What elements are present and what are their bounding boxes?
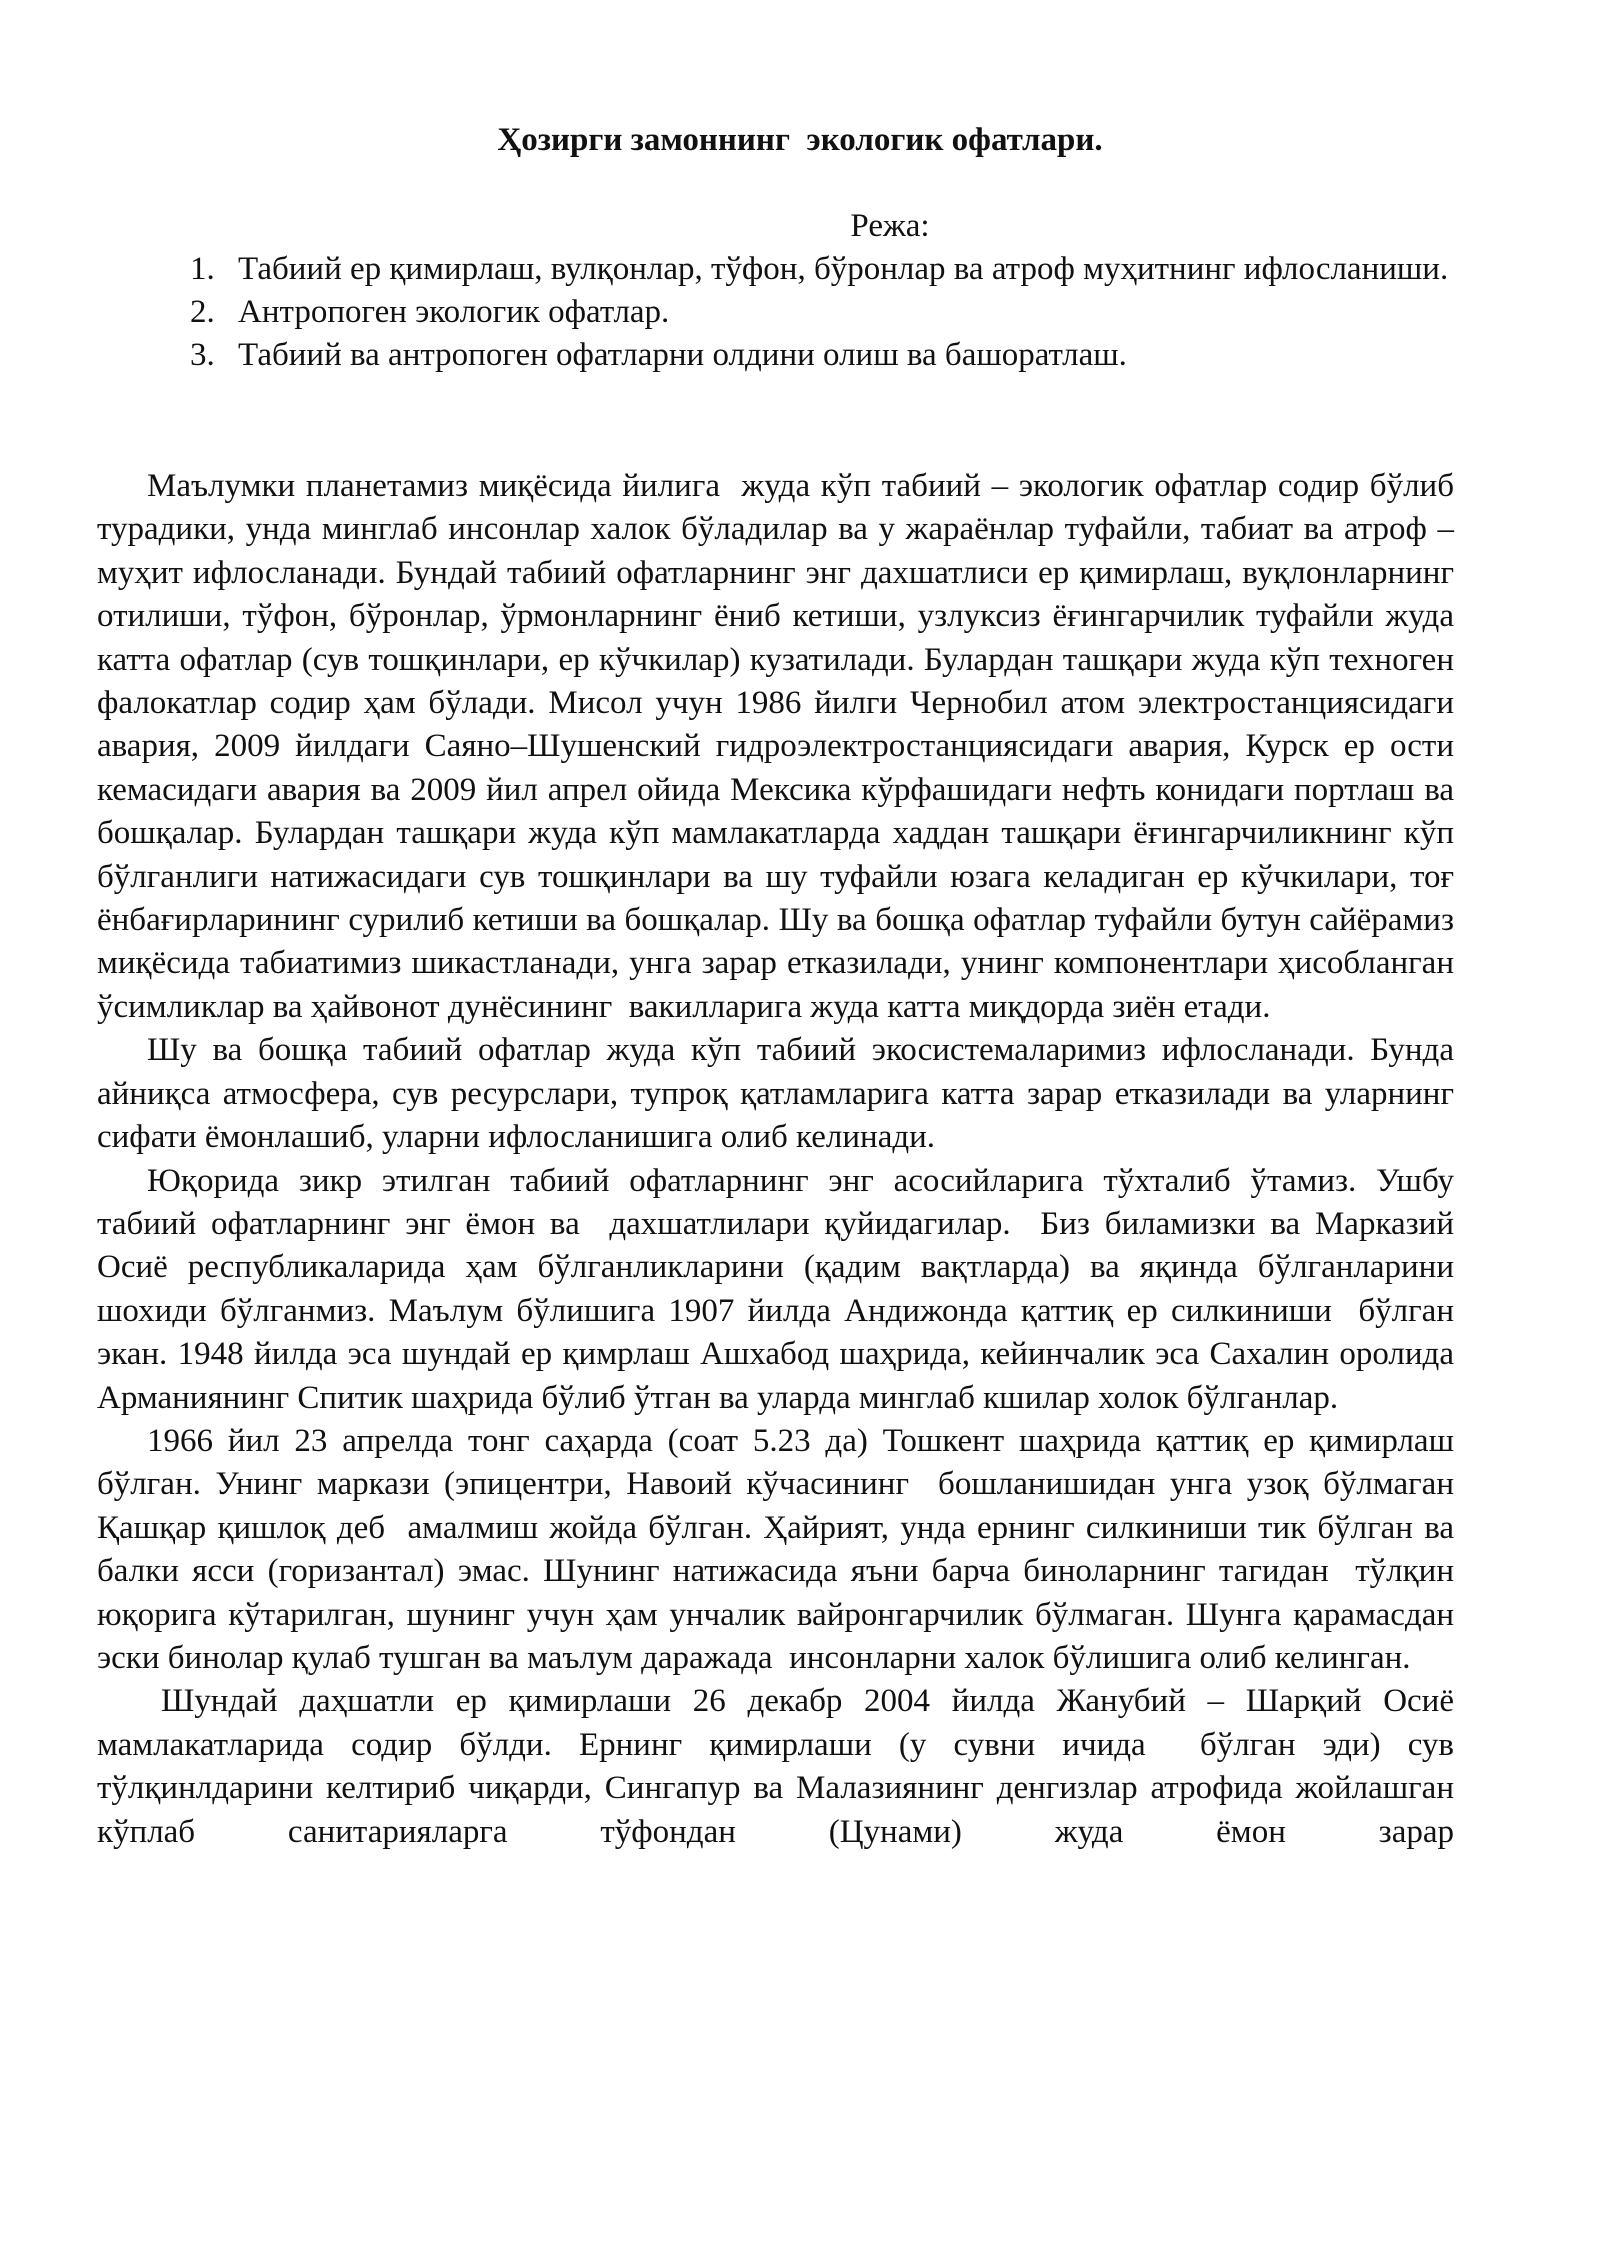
plan-item <box>190 291 1453 334</box>
paragraph: Юқорида зикр этилган табиий офатларнинг энг асосийларига тўхталиб ўтамиз. Ушбу табиий офатларнинг энг ёмон ва дахшатлилари қуйидагилар. Биз биламизки ва Марказий Осиё республикаларида ҳам бўлганликларини (қадим вақтларда) ва яқинда бўлганларини шохиди бўлганмиз. Маълум бўлишига 1907 йилда Андижонда қаттиқ ер силкиниши бўлган экан. 1948 йилда эса шундай ер қимрлаш Ашхабод шаҳрида, кейинчалик эса Сахалин оролида Арманиянинг Спитик шаҳрида бўлиб ўтган ва уларда минглаб кшилар холок бўлганлар. <box>97 1162 1463 1416</box>
plan-list <box>0 248 1600 377</box>
plan-item-text: Табиий ва антропоген офатларни олдини олиш ва башоратлаш. <box>238 337 1127 373</box>
body-text <box>97 465 1471 1854</box>
plan-item-text: Табиий ер қимирлаш, вулқонлар, тўфон, бўронлар ва атроф муҳитнинг ифлосланиши. <box>238 251 1449 287</box>
plan-heading: Режа: <box>850 208 930 244</box>
plan-item-number: 2. <box>190 294 215 330</box>
plan-item-text: Антропоген экологик офатлар. <box>238 294 670 330</box>
plan-item-number: 1. <box>190 251 215 287</box>
paragraph: 1966 йил 23 апрелда тонг саҳарда (соат 5.23 да) Тошкент шаҳрида қаттиқ ер қимирлаш бўлган. Унинг маркази (эпицентри, Навоий кўчасининг бошланишидан унга узоқ бўлмаган Қашқар қишлоқ деб амалмиш жойда бўлган. Ҳайрият, унда ернинг силкиниши тик бўлган ва балки ясси (горизантал) эмас. Шунинг натижасида яъни барча биноларнинг тагидан тўлқин юқорига кўтарилган, шунинг учун ҳам унчалик вайронгарчилик бўлмаган. Шунга қарамасдан эски бинолар қулаб тушган ва маълум даражада инсонларни халок бўлишига олиб келинган. <box>97 1422 1463 1676</box>
paragraph: Шу ва бошқа табиий офатлар жуда кўп табиий экосистемаларимиз ифлосланади. Бунда айниқса атмосфера, сув ресурслари, тупроқ қатламларига катта зарар етказилади ва уларнинг сифати ёмонлашиб, уларни ифлосланишига олиб келинади. <box>97 1032 1463 1156</box>
plan-item <box>190 248 1453 291</box>
paragraph: Шундай даҳшатли ер қимирлаши 26 декабр 2004 йилда Жанубий – Шарқий Осиё мамлакатларида содир бўлди. Ернинг қимирлаши (у сувни ичида бўлган эди) сув тўлқинлдарини келтириб чиқарди, Сингапур ва Малазиянинг денгизлар атрофида жойлашган кўплаб санитарияларга тўфондан (Цунами) жуда ёмон зарар <box>97 1683 1471 1850</box>
plan-item <box>190 334 1453 377</box>
page-title: Ҳозирги замоннинг экологик офатлари. <box>497 122 1103 158</box>
paragraph: Маълумки планетамиз миқёсида йилига жуда кўп табиий – экологик офатлар содир бўлиб турадики, унда минглаб инсонлар халок бўладилар ва у жараёнлар туфайли, табиат ва атроф – муҳит ифлосланади. Бундай табиий офатларнинг энг дахшатлиси ер қимирлаш, вуқлонларнинг отилиши, тўфон, бўронлар, ўрмонларнинг ёниб кетиши, узлуксиз ёғингарчилик туфайли жуда катта офатлар (сув тошқинлари, ер кўчкилар) кузатилади. Булардан ташқари жуда кўп техноген фалокатлар содир ҳам бўлади. Мисол учун 1986 йилги Чернобил атом электростанциясидаги авария, 2009 йилдаги Саяно–Шушенский гидроэлектростанциясидаги авария, Курск ер ости кемасидаги авария ва 2009 йил апрел ойида Мексика кўрфашидаги нефть конидаги портлаш ва бошқалар. Булардан ташқари жуда кўп мамлакатларда хаддан ташқари ёғингарчиликнинг кўп бўлганлиги натижасидаги сув тошқинлари ва шу туфайли юзага келадиган ер кўчкилари, тоғ ёнбағирларининг сурилиб кетиши ва бошқалар. Шу ва бошқа офатлар туфайли бутун сайёрамиз миқёсида табиатимиз шикастланади, унга зарар етказилади, унинг компонентлари ҳисобланган ўсимликлар ва ҳайвонот дунёсининг вакилларига жуда катта миқдорда зиён етади. <box>97 468 1463 1025</box>
plan-item-number: 3. <box>190 337 215 373</box>
